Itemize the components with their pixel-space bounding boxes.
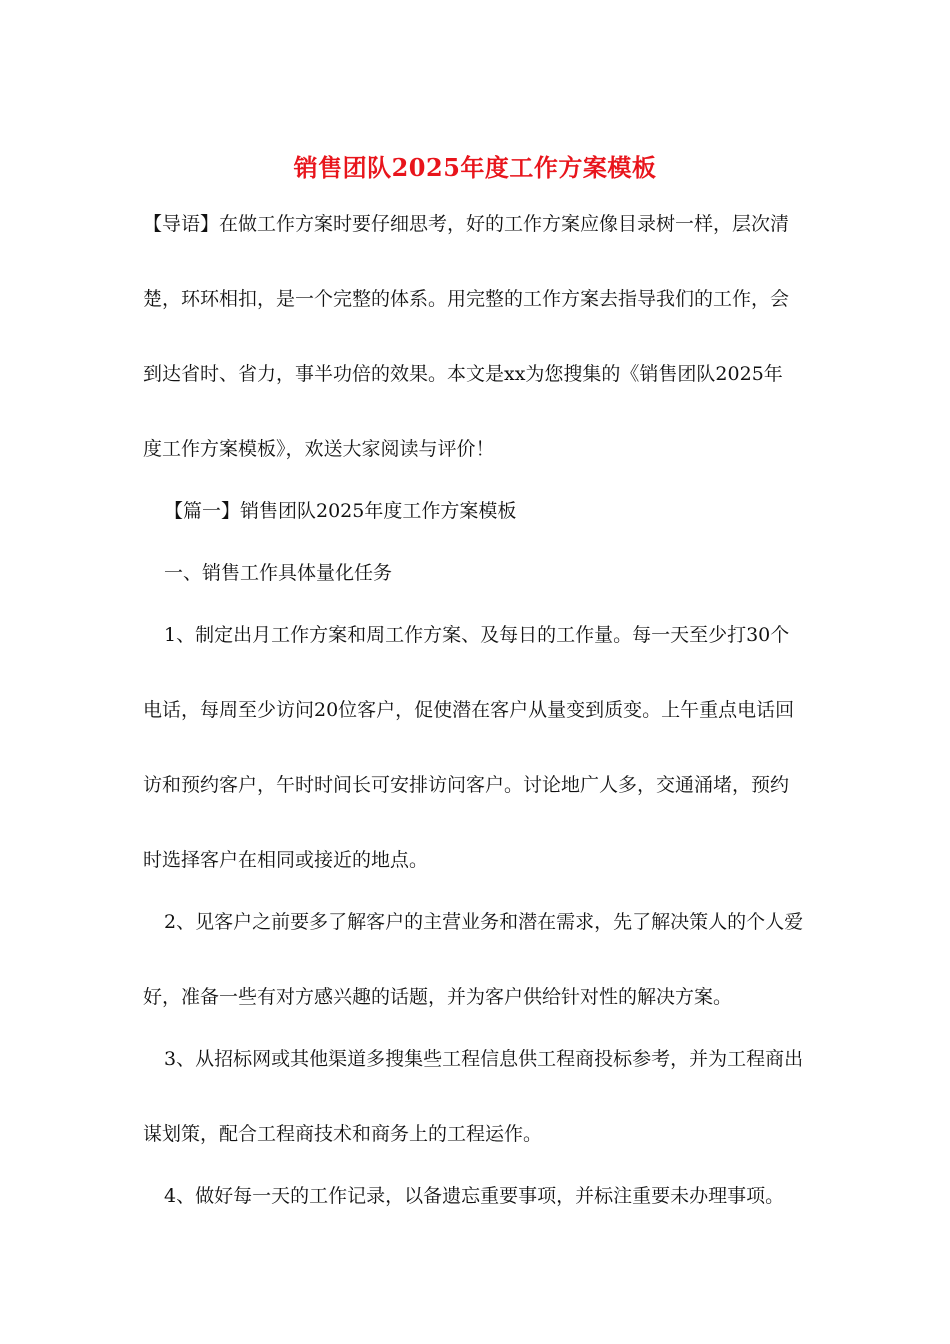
intro-line-4: 度工作方案模板》，欢送大家阅读与评价！ bbox=[143, 438, 495, 460]
item-2-line-2: 好，准备一些有对方感兴趣的话题，并为客户供给针对性的解决方案。 bbox=[143, 986, 733, 1008]
document-title: 销售团队2025年度工作方案模板 bbox=[293, 153, 657, 182]
section-heading: 【篇一】销售团队2025年度工作方案模板 bbox=[164, 500, 517, 522]
intro-line-1: 【导语】在做工作方案时要仔细思考，好的工作方案应像目录树一样，层次清 bbox=[143, 213, 790, 235]
item-1-line-4: 时选择客户在相同或接近的地点。 bbox=[143, 849, 429, 871]
item-1-line-2: 电话，每周至少访问20位客户，促使潜在客户从量变到质变。上午重点电话回 bbox=[143, 699, 795, 721]
intro-line-2: 楚，环环相扣，是一个完整的体系。用完整的工作方案去指导我们的工作，会 bbox=[143, 288, 790, 310]
item-4-line-1: 4、做好每一天的工作记录，以备遗忘重要事项，并标注重要未办理事项。 bbox=[164, 1185, 785, 1207]
item-3-line-1: 3、从招标网或其他渠道多搜集些工程信息供工程商投标参考，并为工程商出 bbox=[164, 1048, 804, 1070]
item-2-line-1: 2、见客户之前要多了解客户的主营业务和潜在需求，先了解决策人的个人爱 bbox=[164, 911, 804, 933]
intro-line-3: 到达省时、省力，事半功倍的效果。本文是xx为您搜集的《销售团队2025年 bbox=[143, 363, 783, 385]
item-1-line-3: 访和预约客户，午时时间长可安排访问客户。讨论地广人多，交通涌堵，预约 bbox=[143, 774, 790, 796]
subsection-heading: 一、销售工作具体量化任务 bbox=[164, 562, 393, 584]
item-3-line-2: 谋划策，配合工程商技术和商务上的工程运作。 bbox=[143, 1123, 543, 1145]
item-1-line-1: 1、制定出月工作方案和周工作方案、及每日的工作量。每一天至少打30个 bbox=[164, 624, 790, 646]
